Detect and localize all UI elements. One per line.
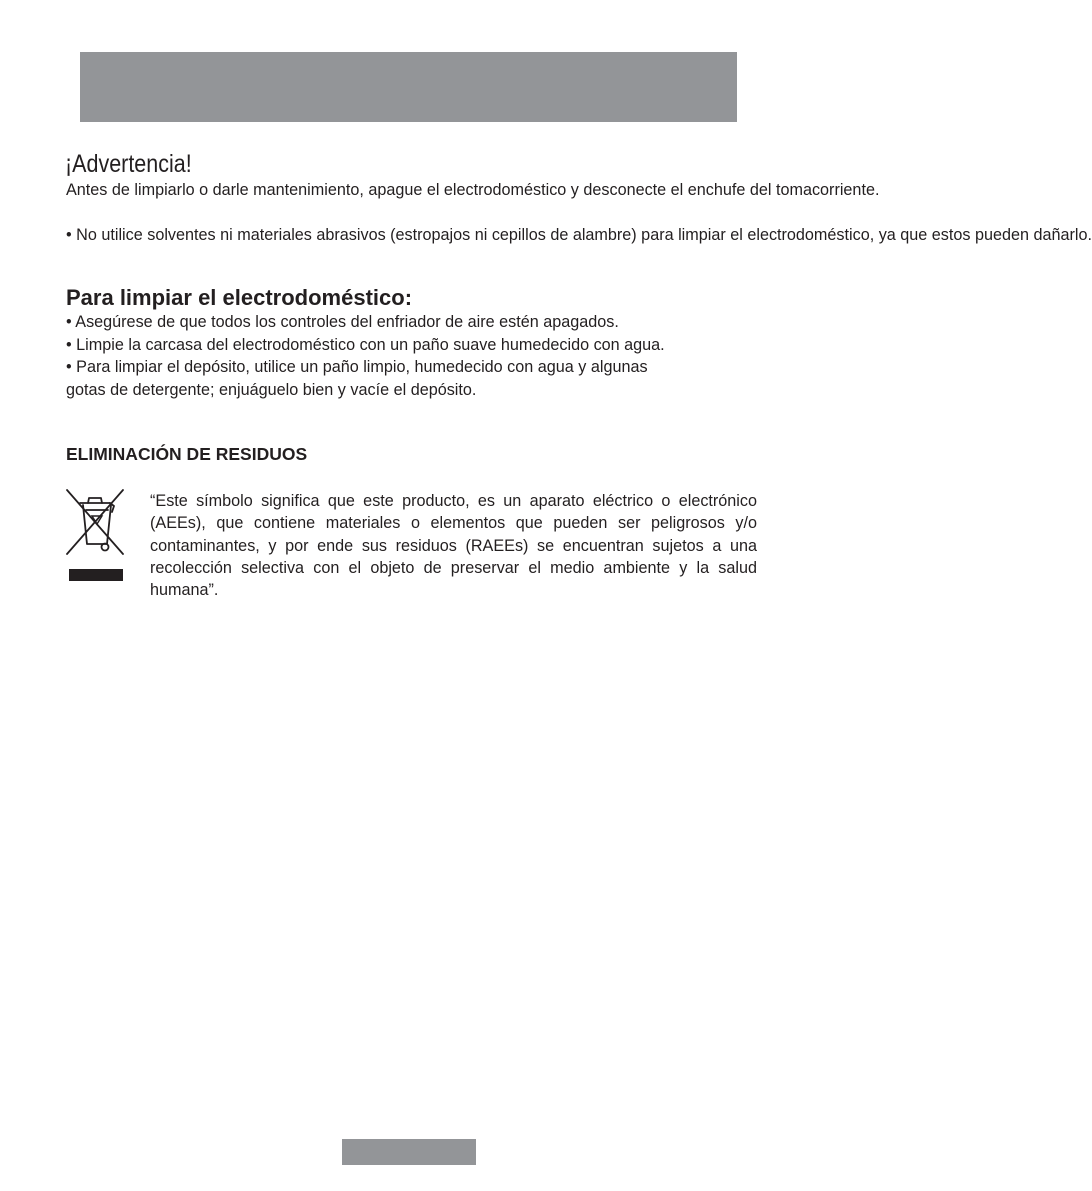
weee-black-bar xyxy=(69,569,123,581)
warning-paragraph-1-text: Antes de limpiarlo o darle mantenimiento, apague el electrodoméstico y desconecte el enchufe del tomacorriente. xyxy=(66,181,880,199)
warning-paragraph-2-text: • No utilice solventes ni materiales abrasivos (estropajos ni cepillos de alambre) para limpiar el electrodoméstico, ya que estos pueden dañarlo. xyxy=(66,226,1092,244)
footer-band xyxy=(342,1139,476,1165)
cleaning-section-title: Para limpiar el electrodoméstico: xyxy=(66,285,413,310)
disposal-section-title: ELIMINACIÓN DE RESIDUOS xyxy=(66,444,308,464)
warning-title: ¡Advertencia! xyxy=(65,150,192,178)
crossed-out-wheelie-bin-icon xyxy=(63,486,127,582)
disposal-paragraph xyxy=(150,490,757,601)
warning-paragraph-disconnect xyxy=(66,179,879,202)
list-item: • Asegúrese de que todos los controles del enfriador de aire estén apagados. xyxy=(66,313,619,331)
header-band xyxy=(80,52,737,122)
list-item: • Para limpiar el depósito, utilice un paño limpio, humedecido con agua y algunas xyxy=(66,358,648,376)
list-item: gotas de detergente; enjuáguelo bien y vacíe el depósito. xyxy=(66,380,477,399)
disposal-paragraph-text: “Este símbolo significa que este producto, es un aparato eléctrico o electrónico (AEEs), que contiene materiales o elementos que pueden ser peligrosos y/o contaminantes, y por ende sus residuos (RAEEs) se encuentran sujetos a una recolección selectiva con el objeto de preservar el medio ambiente y la salud humana”. xyxy=(150,492,757,600)
warning-paragraph-solvents xyxy=(66,224,1092,247)
cleaning-instructions-list xyxy=(66,311,665,401)
list-item: • Limpie la carcasa del electrodoméstico con un paño suave humedecido con agua. xyxy=(66,335,665,354)
